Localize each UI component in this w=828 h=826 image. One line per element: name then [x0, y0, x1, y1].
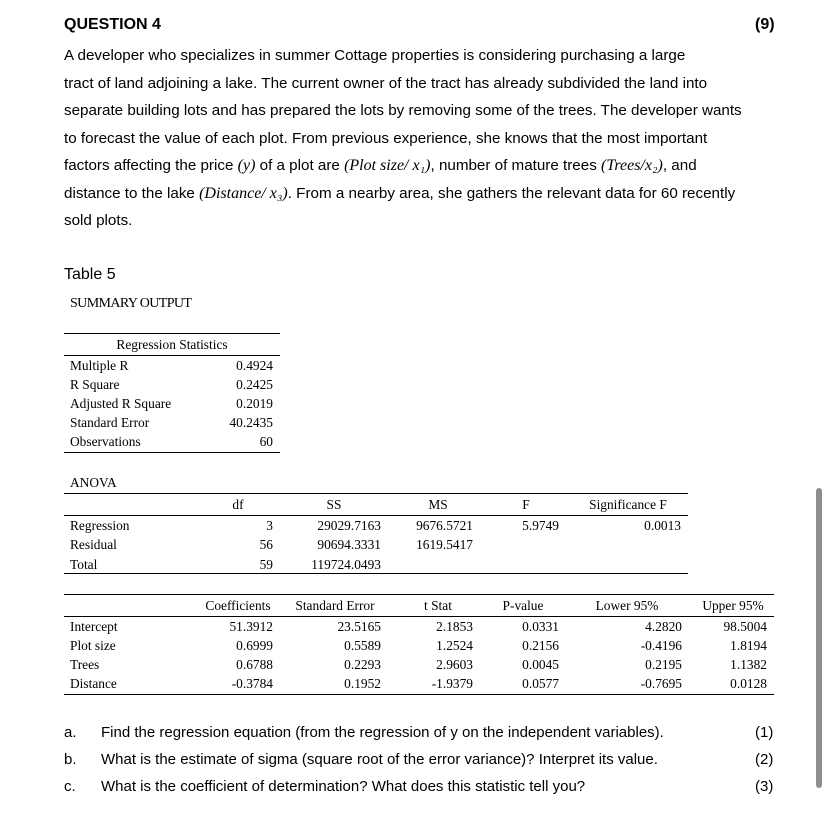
- table-rule: [64, 573, 688, 574]
- coef-se: 0.2293: [344, 657, 381, 672]
- regression-stats-header: Regression Statistics: [116, 337, 228, 352]
- stat-value: 0.2425: [236, 377, 273, 392]
- coef-t: -1.9379: [431, 676, 473, 691]
- stat-value: 40.2435: [229, 415, 273, 430]
- anova-ss: 90694.3331: [317, 537, 381, 552]
- table-rule: [64, 493, 688, 494]
- paragraph-line-5: [64, 152, 778, 180]
- anova-ms: 9676.5721: [416, 518, 473, 533]
- anova-title: ANOVA: [70, 475, 117, 490]
- coef-se: 23.5165: [337, 619, 381, 634]
- subquestion-letter: a.: [64, 724, 77, 741]
- paragraph-line-4: to forecast the value of each plot. From previous experience, she knows that the most important: [64, 130, 708, 147]
- coef-row-label: Intercept: [70, 619, 118, 634]
- paragraph-line-6: [64, 180, 778, 208]
- coef-lower: -0.7695: [640, 676, 682, 691]
- stat-value: 60: [259, 434, 273, 449]
- coef-t: 2.1853: [436, 619, 473, 634]
- coef-row-label: Trees: [70, 657, 100, 672]
- subquestion-marks: (1): [755, 724, 774, 741]
- table-rule: [64, 355, 280, 356]
- coef-value: 0.6788: [236, 657, 273, 672]
- paragraph-text: of a plot are: [255, 157, 345, 174]
- coef-value: 51.3912: [229, 619, 273, 634]
- anova-df: 59: [259, 557, 273, 572]
- table-label: Table 5: [64, 266, 116, 283]
- anova-row-label: Total: [70, 557, 98, 572]
- vertical-scrollbar[interactable]: [816, 488, 822, 788]
- subquestion-letter: b.: [64, 751, 77, 768]
- coef-row-label: Plot size: [70, 638, 116, 653]
- paragraph-line-2: tract of land adjoining a lake. The current owner of the tract has already subdivided the land into: [64, 75, 708, 92]
- table-rule: [64, 515, 688, 516]
- coef-p: 0.2156: [522, 638, 559, 653]
- paragraph-line-1: A developer who specializes in summer Cottage properties is considering purchasing a large: [64, 47, 686, 64]
- anova-header-ss: SS: [326, 497, 342, 512]
- stat-value: 0.2019: [236, 396, 273, 411]
- subquestion-letter: c.: [64, 778, 76, 795]
- coef-lower: 0.2195: [645, 657, 682, 672]
- stat-label: Multiple R: [70, 358, 129, 373]
- coef-se: 0.1952: [344, 676, 381, 691]
- table-rule: [64, 594, 774, 595]
- table-rule: [64, 694, 774, 695]
- question-marks: (9): [755, 16, 775, 33]
- coef-upper: 98.5004: [723, 619, 767, 634]
- anova-header-significance: Significance F: [589, 497, 667, 512]
- table-rule: [64, 452, 280, 453]
- anova-ms: 1619.5417: [416, 537, 473, 552]
- coef-lower: -0.4196: [640, 638, 682, 653]
- anova-header-df: df: [232, 497, 244, 512]
- coef-value: 0.6999: [236, 638, 273, 653]
- anova-header-f: F: [522, 497, 530, 512]
- subquestion-text: What is the coefficient of determination? What does this statistic tell you?: [101, 778, 586, 795]
- stat-label: Adjusted R Square: [70, 396, 172, 411]
- paragraph-text: , number of mature trees: [430, 157, 602, 174]
- paragraph-text: factors affecting the price: [64, 157, 238, 174]
- coef-value: -0.3784: [231, 676, 273, 691]
- anova-df: 56: [259, 537, 273, 552]
- coef-se: 0.5589: [344, 638, 381, 653]
- coef-p: 0.0331: [522, 619, 559, 634]
- paragraph-line-3: separate building lots and has prepared the lots by removing some of the trees. The developer wants: [64, 102, 742, 119]
- coef-header: Lower 95%: [595, 598, 659, 613]
- math-trees: (Trees/x₂): [601, 157, 663, 174]
- paragraph-text: . From a nearby area, she gathers the relevant data for 60 recently: [287, 185, 736, 202]
- anova-header-ms: MS: [428, 497, 448, 512]
- coef-header: Coefficients: [205, 598, 271, 613]
- coef-header: Upper 95%: [702, 598, 764, 613]
- anova-ss: 119724.0493: [311, 557, 381, 572]
- coef-upper: 0.0128: [730, 676, 767, 691]
- coef-t: 1.2524: [436, 638, 473, 653]
- coef-header: t Stat: [424, 598, 452, 613]
- paragraph-text: distance to the lake: [64, 185, 200, 202]
- subquestion-marks: (2): [755, 751, 774, 768]
- math-distance: (Distance/ x₃): [199, 185, 288, 202]
- coef-p: 0.0045: [522, 657, 559, 672]
- math-plot-size: (Plot size/ x₁): [344, 157, 431, 174]
- anova-df: 3: [266, 518, 273, 533]
- coef-lower: 4.2820: [645, 619, 682, 634]
- table-rule: [64, 333, 280, 334]
- stat-label: Observations: [70, 434, 141, 449]
- subquestion-text: Find the regression equation (from the regression of y on the independent variables).: [101, 724, 664, 741]
- anova-significance: 0.0013: [644, 518, 681, 533]
- table-rule: [64, 616, 774, 617]
- question-title: QUESTION 4: [64, 16, 161, 33]
- anova-row-label: Residual: [70, 537, 117, 552]
- anova-row-label: Regression: [70, 518, 130, 533]
- subquestion-marks: (3): [755, 778, 774, 795]
- paragraph-text: , and: [662, 157, 697, 174]
- coef-header: P-value: [502, 598, 544, 613]
- coef-row-label: Distance: [70, 676, 117, 691]
- math-y: (y): [237, 157, 256, 174]
- coef-header: Standard Error: [295, 598, 375, 613]
- subquestion-text: What is the estimate of sigma (square root of the error variance)? Interpret its value.: [101, 751, 658, 768]
- anova-ss: 29029.7163: [317, 518, 381, 533]
- coef-upper: 1.1382: [730, 657, 767, 672]
- paragraph-line-7: sold plots.: [64, 212, 133, 229]
- stat-value: 0.4924: [236, 358, 273, 373]
- anova-f: 5.9749: [522, 518, 559, 533]
- summary-output-title: SUMMARY OUTPUT: [70, 296, 192, 311]
- coef-t: 2.9603: [436, 657, 473, 672]
- stat-label: Standard Error: [70, 415, 150, 430]
- stat-label: R Square: [70, 377, 120, 392]
- coef-p: 0.0577: [522, 676, 559, 691]
- coef-upper: 1.8194: [730, 638, 767, 653]
